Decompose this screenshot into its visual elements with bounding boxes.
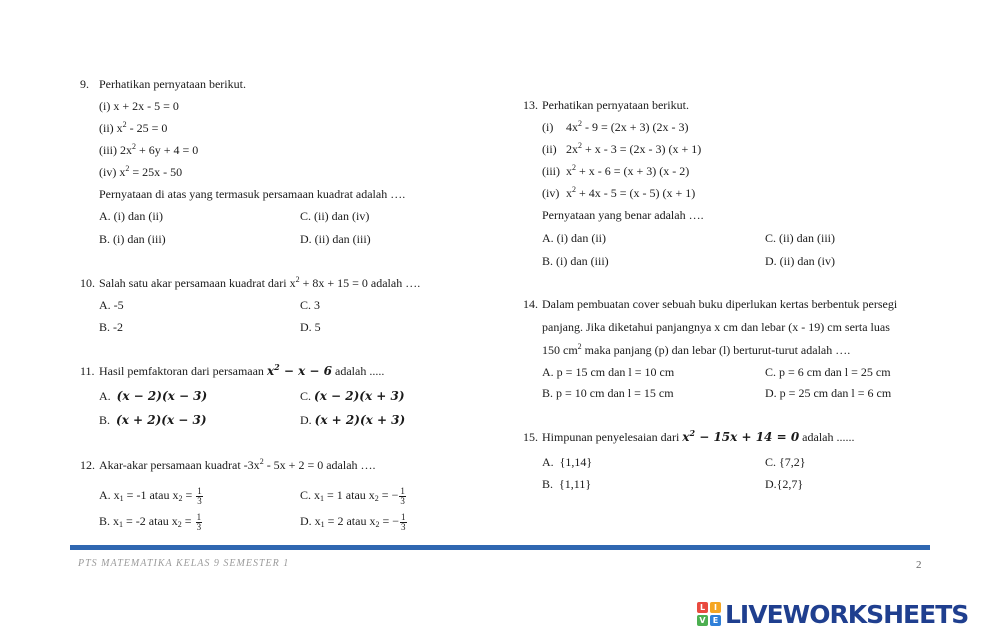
option-label: C. [300,488,312,502]
fraction [400,513,407,532]
subscript: 1 [119,520,124,529]
numerator: 1 [401,511,406,522]
option-label: C. [765,455,777,469]
exponent: 2 [577,342,582,351]
equals: = [123,514,136,528]
option-label: B. [99,320,111,334]
math-expression [682,430,799,444]
q15-stem-line [523,430,854,444]
question-stem: - 5x + 2 = 0 adalah …. [263,458,376,472]
variable: x [171,514,178,528]
option-d[interactable] [300,510,407,532]
option-text: (x − 2)(x + 3) [314,389,405,403]
option-label: D. [765,386,777,400]
statement-label: (iii) [542,164,560,178]
exponent: 2 [259,457,264,466]
statement-iii [99,143,198,157]
connector-word: atau [145,514,172,528]
question-number: 13. [523,98,538,112]
q13-stem-line [523,98,689,112]
option-text: -5 [113,298,124,312]
option-text: p = 10 cm dan l = 15 cm [556,386,674,400]
option-label: A. [99,488,111,502]
root-value: 2 [337,514,344,528]
expression-text: x [682,430,690,444]
question-stem: Dalam pembuatan cover sebuah buku diperlukan kertas berbentuk persegi [542,297,898,311]
statement-iv [99,165,182,179]
statement-label: (iii) [99,143,117,157]
option-d[interactable] [300,232,371,246]
statement-i [542,120,689,134]
denominator: 3 [196,521,202,532]
expression-text: − 15x + 14 = 0 [695,430,800,444]
subscript: 1 [320,494,325,503]
q14-stem-line-2: panjang. Jika diketahui panjangnya x cm dan lebar (x - 19) cm serta luas [542,320,890,334]
option-text: 3 [314,298,321,312]
statement-text: + 6y + 4 = 0 [136,143,199,157]
statement-text: 2x [566,142,578,156]
statement-text: x [116,121,123,135]
option-a[interactable] [99,484,203,506]
expression-text: x [266,364,275,378]
equals: = [324,514,338,528]
q14-stem-line-1 [523,297,897,311]
variable: x [113,514,120,528]
subscript: 2 [177,520,182,529]
root-value: 1 [336,488,343,502]
option-text: (ii) dan (iii) [314,232,371,246]
option-b[interactable] [99,232,166,246]
statement-text: = 25x - 50 [129,165,183,179]
question-number: 10. [80,276,95,290]
subscript: 2 [178,494,183,503]
option-b[interactable] [99,510,202,532]
exponent: 2 [295,275,300,284]
fraction [196,513,203,532]
equals: = [378,488,392,502]
option-d[interactable] [765,477,803,491]
statement-text: x + 2x - 5 = 0 [113,99,179,113]
statement-iv [542,186,695,200]
option-a[interactable] [542,365,674,379]
option-b[interactable] [542,254,609,268]
option-c[interactable] [765,455,806,469]
equals: = [182,488,196,502]
q9-stem-line [80,77,246,91]
question-stem: Hasil pemfaktoran dari persamaan [99,364,264,378]
question-number: 14. [523,297,538,311]
subscript: 1 [320,520,325,529]
subscript: 2 [374,494,379,503]
exponent: 2 [578,141,582,150]
option-a[interactable] [99,298,124,312]
option-label: D. [300,232,312,246]
q10-stem-line [80,276,420,290]
fraction [196,487,203,506]
liveworksheets-logo[interactable] [697,601,968,627]
statement-text: x [566,164,572,178]
denominator: 3 [197,495,202,506]
equals: = [379,514,393,528]
option-d[interactable] [300,413,405,427]
option-text: -2 [113,320,124,334]
exponent: 2 [572,185,576,194]
option-text: {1,11} [559,477,592,491]
question-stem: adalah ...... [802,430,855,444]
option-text: (i) dan (ii) [113,209,163,223]
statement-text: - 9 = (2x + 3) (2x - 3) [582,120,689,134]
option-label: C. [300,389,312,403]
statement-text: x [119,165,126,179]
option-label: A. [99,389,111,403]
option-label: B. [542,386,554,400]
statement-label: (ii) [99,121,114,135]
exponent: 2 [132,142,136,151]
subscript: 1 [119,494,124,503]
equals: = [324,488,337,502]
option-text: (x + 2)(x + 3) [314,413,406,427]
option-label: A. [99,209,111,223]
q11-stem-line [80,364,384,378]
statement-text: x [566,186,572,200]
statement-text: + 4x - 5 = (x - 5) (x + 1) [576,186,696,200]
q12-stem-line [80,458,376,472]
option-d[interactable] [765,254,835,268]
variable: x [369,514,376,528]
question-stem: Akar-akar persamaan kuadrat -3x [99,458,260,472]
statement-iii [542,164,689,178]
variable: x [113,488,120,502]
option-text: p = 25 cm dan l = 6 cm [779,386,892,400]
exponent: 2 [125,164,130,173]
exponent: 2 [689,428,696,438]
statement-label: (i) [542,120,554,134]
question-number: 9. [80,77,89,91]
statement-label: (i) [99,99,111,113]
numerator: 1 [196,511,202,522]
option-a[interactable] [542,455,592,469]
numerator: 1 [400,485,405,496]
option-label: D. [300,514,312,528]
sign: − [392,514,400,528]
option-text: {2,7} [776,477,804,491]
question-number: 11. [80,364,95,378]
logo-letter-e: E [710,615,721,626]
option-c[interactable] [300,484,406,506]
question-stem: Salah satu akar persamaan kuadrat dari x [99,276,296,290]
option-b[interactable] [542,386,674,400]
option-text: 5 [314,320,321,334]
option-c[interactable] [300,209,369,223]
option-d[interactable] [765,386,891,400]
option-label: A. [542,455,554,469]
option-c[interactable] [300,389,405,403]
option-c[interactable] [765,231,835,245]
question-stem: adalah ..... [335,364,385,378]
footer-title: PTS MATEMATIKA KELAS 9 SEMESTER 1 [78,558,290,569]
footer-divider [70,545,930,550]
option-text: (ii) dan (iv) [779,254,835,268]
option-text: (i) dan (iii) [113,232,166,246]
question-number: 15. [523,430,538,444]
logo-letter-v: V [697,615,708,626]
option-label: D. [300,413,312,427]
numerator: 1 [197,485,202,496]
option-b[interactable] [542,477,591,491]
logo-letter-i: I [710,602,721,613]
exponent: 2 [578,119,582,128]
option-label: B. [99,514,111,528]
option-a[interactable] [99,209,163,223]
statement-i [99,99,179,113]
variable: x [172,488,179,502]
logo-letter-l: L [697,602,708,613]
denominator: 3 [400,495,405,506]
sign: − [391,488,399,502]
q14-stem-line-3 [542,343,850,357]
option-d[interactable] [300,320,321,334]
exponent: 2 [572,163,576,172]
question-stem: + 8x + 15 = 0 adalah …. [299,276,421,290]
expression-text: − x − 6 [279,364,332,378]
connector-word: atau [146,488,173,502]
option-label: C. [300,298,312,312]
option-text: (x − 2)(x − 3) [116,389,208,403]
connector-word: atau [343,514,370,528]
option-label: D. [765,477,777,491]
statement-text: 4x [566,120,578,134]
option-text: (ii) dan (iii) [779,231,835,245]
question-stem: Perhatikan pernyataan berikut. [99,77,246,91]
option-text: (x + 2)(x − 3) [116,413,207,427]
statement-label: (ii) [542,142,557,156]
statement-label: (iv) [99,165,117,179]
exponent: 2 [274,362,280,372]
option-label: C. [765,231,777,245]
option-label: D. [300,320,312,334]
option-b[interactable] [99,320,123,334]
variable: x [368,488,375,502]
question-stem: maka panjang (p) dan lebar (l) berturut-turut adalah …. [581,343,851,357]
variable: x [314,514,321,528]
question-prompt: Pernyataan di atas yang termasuk persamaan kuadrat adalah …. [99,187,406,201]
math-expression [267,364,332,378]
option-text: p = 15 cm dan l = 10 cm [556,365,675,379]
root-value: -2 [135,514,146,528]
question-stem: Himpunan penyelesaian dari [542,430,680,444]
option-label: A. [99,298,111,312]
page-number: 2 [916,559,922,571]
option-text: (i) dan (iii) [556,254,609,268]
question-stem: 150 cm [542,343,578,357]
statement-ii [542,142,701,156]
option-label: B. [542,254,554,268]
option-label: C. [300,209,312,223]
option-label: A. [542,365,554,379]
option-label: C. [765,365,777,379]
exponent: 2 [122,120,127,129]
option-text: (ii) dan (iv) [314,209,370,223]
option-label: A. [542,231,554,245]
statement-text: + x - 6 = (x + 3) (x - 2) [576,164,690,178]
option-text: (i) dan (ii) [556,231,606,245]
logo-wordmark: LIVEWORKSHEETS [725,599,969,629]
statement-ii [99,121,167,135]
question-number: 12. [80,458,95,472]
equals: = [123,488,137,502]
option-label: B. [99,232,111,246]
option-b[interactable] [99,413,207,427]
statement-text: 2x [120,143,132,157]
question-stem: Perhatikan pernyataan berikut. [542,98,689,112]
option-label: B. [542,477,554,491]
denominator: 3 [401,521,406,532]
connector-word: atau [342,488,369,502]
statement-text: + x - 3 = (2x - 3) (x + 1) [582,142,702,156]
statement-text: - 25 = 0 [126,121,168,135]
variable: x [314,488,321,502]
option-label: B. [99,413,111,427]
question-prompt: Pernyataan yang benar adalah …. [542,208,704,222]
root-value: -1 [136,488,147,502]
option-c[interactable] [300,298,320,312]
logo-mark-icon [697,602,721,626]
option-c[interactable] [765,365,891,379]
option-a[interactable] [99,389,207,403]
option-text: p = 6 cm dan l = 25 cm [779,365,891,379]
option-a[interactable] [542,231,606,245]
option-text: {7,2} [779,455,806,469]
subscript: 2 [375,520,380,529]
equals: = [181,514,195,528]
statement-label: (iv) [542,186,560,200]
option-text: {1,14} [559,455,593,469]
option-label: D. [765,254,777,268]
fraction [399,487,406,506]
